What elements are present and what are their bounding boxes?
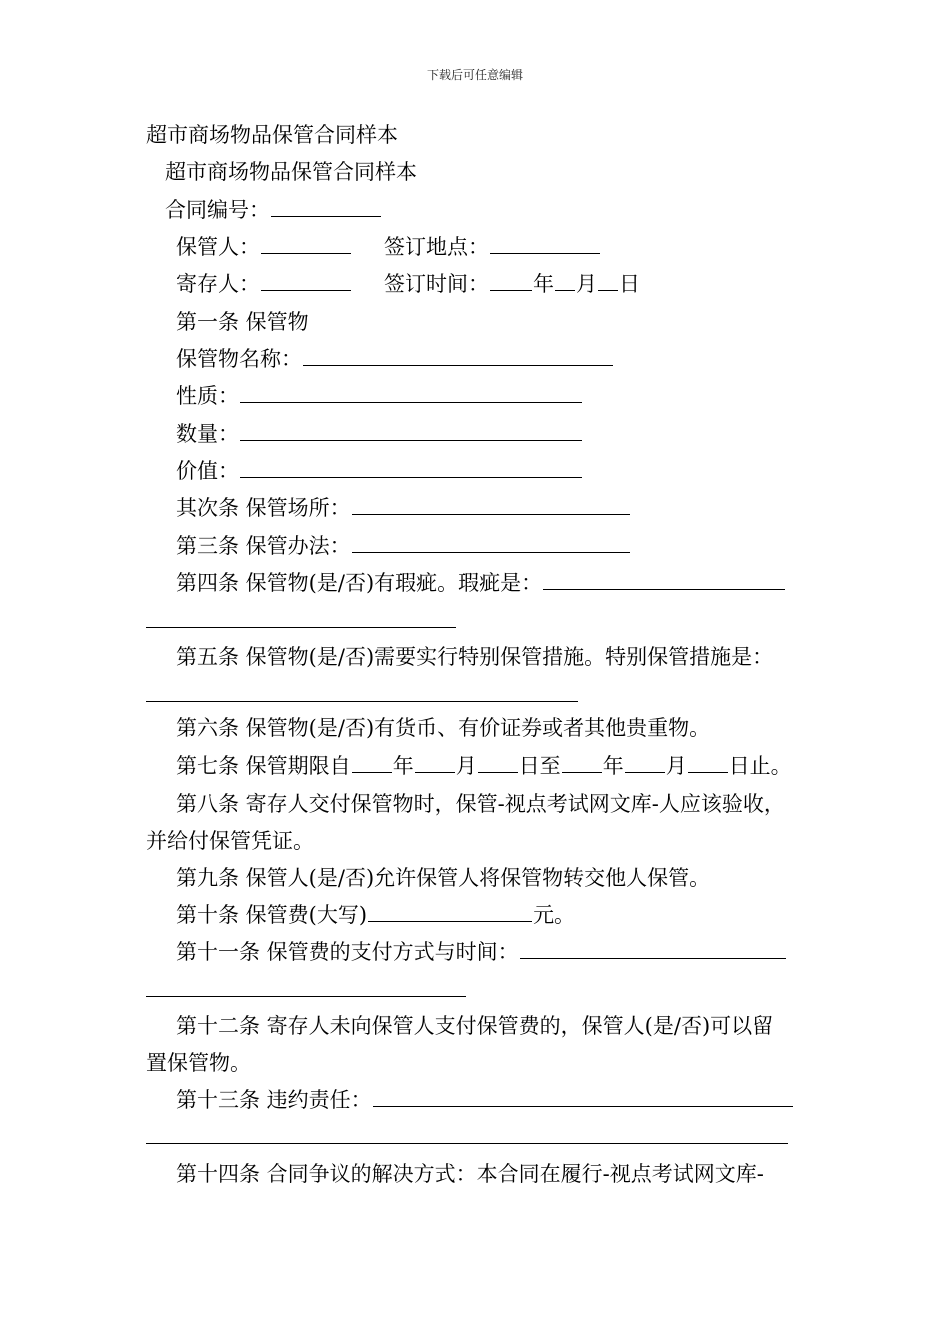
document-title: 超市商场物品保管合同样本 [146, 123, 398, 147]
year-label: 年 [533, 272, 554, 296]
contract-number-line [165, 196, 382, 224]
custodian-blank [261, 233, 351, 254]
item-value-line [176, 457, 583, 485]
item-nature-label: 性质： [176, 384, 239, 408]
sign-place-blank [490, 233, 600, 254]
end-day-blank [688, 752, 728, 773]
start-year-blank [352, 752, 392, 773]
article-2-blank [352, 494, 630, 515]
article-13-blank [373, 1086, 793, 1107]
end-year-blank [562, 752, 602, 773]
start-year-label: 年 [392, 754, 414, 778]
article-4-text: 第四条 保管物(是/否)有瑕疵。瑕疵是： [176, 571, 543, 595]
article-13-line [176, 1086, 794, 1114]
article-13-continuation-rule [146, 1143, 788, 1144]
item-value-label: 价值： [176, 459, 239, 483]
custodian-line [176, 233, 352, 261]
article-10-line [176, 901, 575, 929]
item-name-label: 保管物名称： [176, 347, 302, 371]
item-quantity-label: 数量： [176, 422, 239, 446]
year-blank [490, 270, 532, 291]
start-day-label: 日至 [518, 754, 561, 778]
article-14-text: 第十四条 合同争议的解决方式：本合同在履行-视点考试网文库- [176, 1162, 764, 1186]
start-month-label: 月 [455, 754, 477, 778]
month-blank [555, 270, 575, 291]
article-4-line [176, 569, 786, 597]
item-value-blank [240, 457, 582, 478]
item-name-blank [303, 345, 613, 366]
contract-number-label: 合同编号： [165, 198, 270, 222]
article-2-text: 其次条 保管场所： [176, 496, 351, 520]
end-year-label: 年 [602, 754, 624, 778]
depositor-blank [261, 270, 351, 291]
article-8-line-1: 第八条 寄存人交付保管物时，保管-视点考试网文库-人应该验收， [176, 792, 785, 816]
article-4-blank [543, 569, 785, 590]
day-blank [598, 270, 618, 291]
article-11-blank [520, 938, 786, 959]
custodian-label: 保管人： [176, 235, 260, 259]
day-label: 日 [619, 272, 640, 296]
start-day-blank [478, 752, 518, 773]
article-9-text: 第九条 保管人(是/否)允许保管人将保管物转交他人保管。 [176, 866, 711, 890]
sign-time-label: 签订时间： [384, 272, 489, 296]
article-11-line [176, 938, 787, 966]
article-5-continuation-rule [146, 701, 578, 702]
article-7-line [176, 752, 792, 780]
article-12-line-2: 置保管物。 [146, 1051, 251, 1075]
sign-place-label: 签订地点： [384, 235, 489, 259]
depositor-label: 寄存人： [176, 272, 260, 296]
article-11-text: 第十一条 保管费的支付方式与时间： [176, 940, 519, 964]
item-quantity-blank [240, 420, 582, 441]
article-5-text: 第五条 保管物(是/否)需要实行特别保管措施。特别保管措施是： [176, 645, 774, 669]
depositor-line [176, 270, 352, 298]
end-month-blank [625, 752, 665, 773]
article-3-text: 第三条 保管办法： [176, 534, 351, 558]
item-quantity-line [176, 420, 583, 448]
article-3-blank [352, 532, 630, 553]
article-6-text: 第六条 保管物(是/否)有货币、有价证券或者其他贵重物。 [176, 716, 711, 740]
article-12-line-1: 第十二条 寄存人未向保管人支付保管费的，保管人(是/否)可以留 [176, 1014, 774, 1038]
document-subtitle: 超市商场物品保管合同样本 [165, 160, 417, 184]
fee-amount-blank [368, 901, 532, 922]
contract-number-blank [271, 196, 381, 217]
article-11-continuation-rule [146, 996, 466, 997]
article-3-line [176, 532, 631, 560]
article-10-unit: 元。 [533, 903, 576, 927]
item-name-line [176, 345, 614, 373]
article-4-continuation-rule [146, 627, 456, 628]
item-nature-blank [240, 382, 582, 403]
article-13-text: 第十三条 违约责任： [176, 1088, 372, 1112]
article-8-line-2: 并给付保管凭证。 [146, 829, 314, 853]
item-nature-line [176, 382, 583, 410]
end-day-label: 日止。 [728, 754, 792, 778]
sign-place-line [384, 233, 601, 261]
page-header-note: 下载后可任意编辑 [426, 68, 523, 82]
article-10-prefix: 第十条 保管费(大写) [176, 903, 368, 927]
article-7-prefix: 第七条 保管期限自 [176, 754, 351, 778]
start-month-blank [415, 752, 455, 773]
sign-time-line [384, 270, 640, 298]
month-label: 月 [576, 272, 597, 296]
article-1-heading: 第一条 保管物 [176, 310, 309, 334]
end-month-label: 月 [665, 754, 687, 778]
article-2-line [176, 494, 631, 522]
